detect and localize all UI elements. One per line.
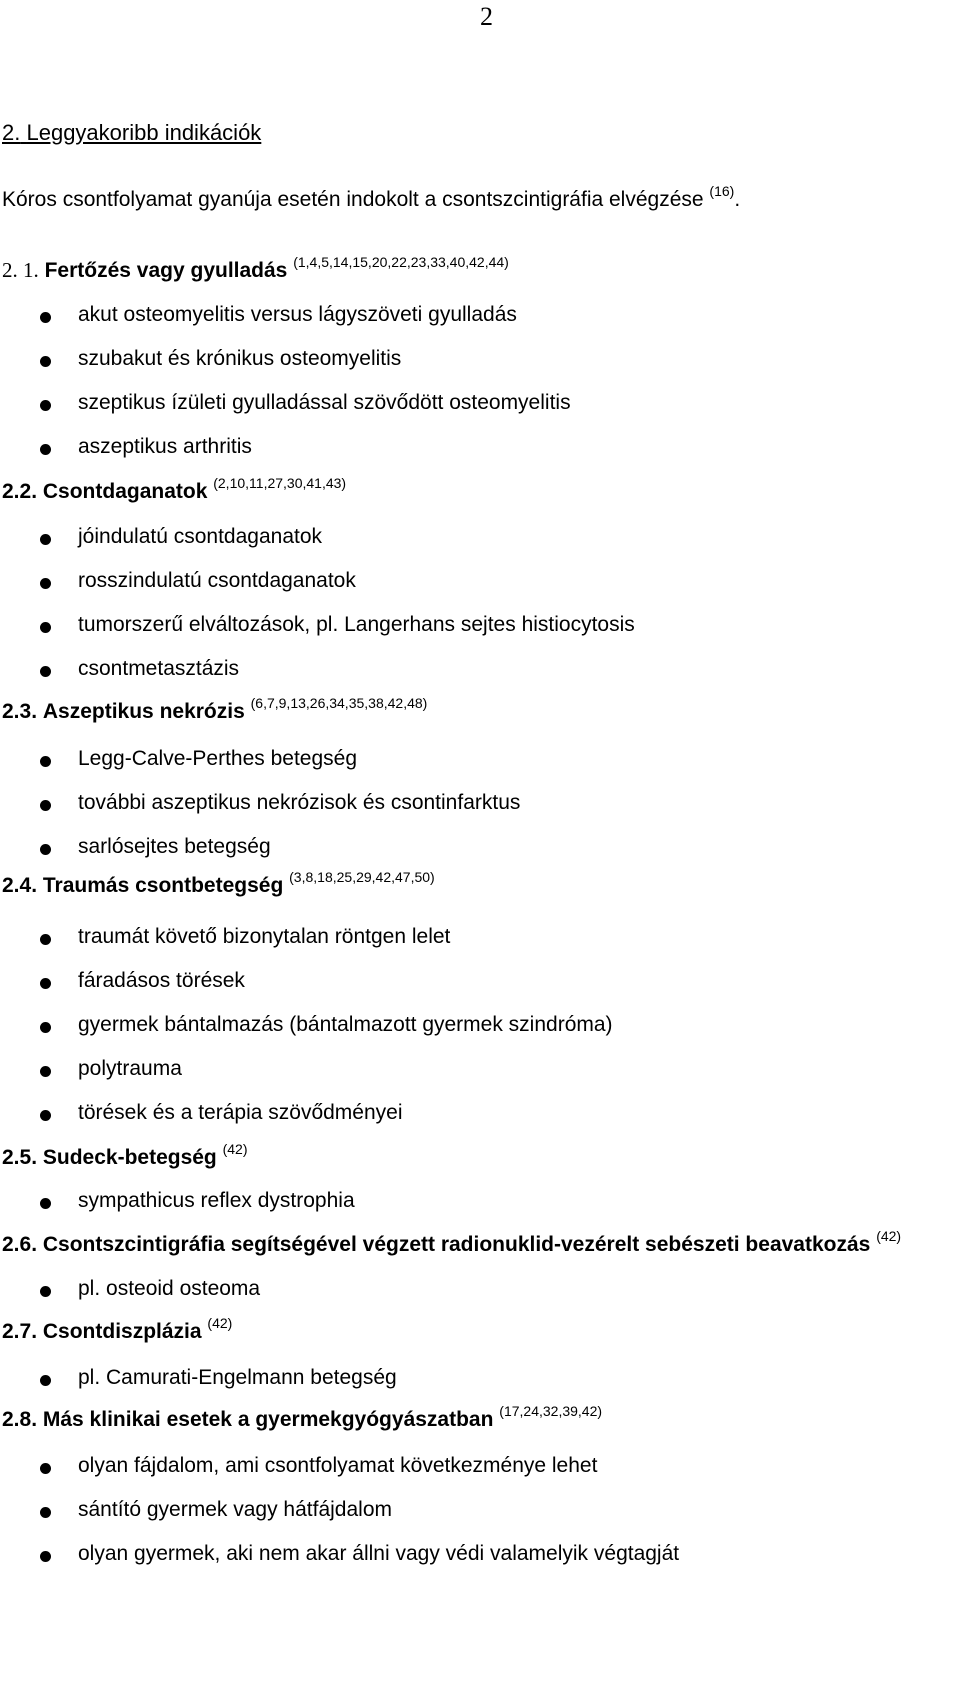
section-number: 2.3. xyxy=(2,700,38,723)
bullet-icon xyxy=(40,356,51,367)
bullet-icon xyxy=(40,1507,51,1518)
list-item: törések és a terápia szövődményei xyxy=(78,1101,403,1124)
section-heading-surgery xyxy=(2,1228,902,1257)
section-ref: (42) xyxy=(222,1141,248,1157)
main-heading-number: 2. xyxy=(2,120,21,145)
section-ref: (42) xyxy=(207,1315,233,1331)
section-heading-trauma xyxy=(2,869,435,898)
list-item: jóindulatú csontdaganatok xyxy=(78,525,323,548)
section-number: 2. 1. xyxy=(2,258,39,282)
list-item: aszeptikus arthritis xyxy=(78,435,252,458)
intro-ref: (16) xyxy=(709,183,735,199)
bullet-icon xyxy=(40,1551,51,1562)
bullet-icon xyxy=(40,978,51,989)
list-item: sarlósejtes betegség xyxy=(78,835,271,858)
section-title: Csontdaganatok xyxy=(42,480,208,503)
list-item: további aszeptikus nekrózisok és csontinfarktus xyxy=(78,791,521,814)
bullet-icon xyxy=(40,578,51,589)
section-number: 2.5. xyxy=(2,1146,38,1169)
bullet-icon xyxy=(40,1198,51,1209)
bullet-icon xyxy=(40,1375,51,1386)
section-heading-sudeck xyxy=(2,1141,248,1170)
section-number: 2.8. xyxy=(2,1408,38,1431)
bullet-icon xyxy=(40,400,51,411)
section-title: Csontdiszplázia xyxy=(42,1320,202,1343)
section-number: 2.7. xyxy=(2,1320,38,1343)
main-heading xyxy=(2,120,261,146)
section-title: Sudeck-betegség xyxy=(42,1146,217,1169)
list-item: rosszindulatú csontdaganatok xyxy=(78,569,356,592)
list-item: pl. osteoid osteoma xyxy=(78,1277,261,1300)
bullet-icon xyxy=(40,1286,51,1297)
list-item: szubakut és krónikus osteomyelitis xyxy=(78,347,402,370)
section-number: 2.6. xyxy=(2,1233,38,1256)
intro-text: Kóros csontfolyamat gyanúja esetén indokolt a csontszcintigráfia elvégzése xyxy=(2,188,704,211)
section-title: Más klinikai esetek a gyermekgyógyászatban xyxy=(42,1408,494,1431)
bullet-icon xyxy=(40,534,51,545)
bullet-icon xyxy=(40,312,51,323)
list-item: sántító gyermek vagy hátfájdalom xyxy=(78,1498,392,1521)
list-item: pl. Camurati-Engelmann betegség xyxy=(78,1366,397,1389)
section-number: 2.2. xyxy=(2,480,38,503)
list-item: szeptikus ízületi gyulladással szövődött osteomyelitis xyxy=(78,391,571,414)
list-item: fáradásos törések xyxy=(78,969,245,992)
bullet-icon xyxy=(40,1066,51,1077)
list-item: olyan gyermek, aki nem akar állni vagy védi valamelyik végtagját xyxy=(78,1542,680,1565)
bullet-icon xyxy=(40,666,51,677)
bullet-icon xyxy=(40,1022,51,1033)
list-item: csontmetasztázis xyxy=(78,657,240,680)
intro-end: . xyxy=(734,188,741,211)
bullet-icon xyxy=(40,1110,51,1121)
section-ref: (6,7,9,13,26,34,35,38,42,48) xyxy=(250,695,428,711)
bullet-icon xyxy=(40,756,51,767)
list-item: traumát követő bizonytalan röntgen lelet xyxy=(78,925,451,948)
section-ref: (2,10,11,27,30,41,43) xyxy=(213,475,347,491)
section-ref: (17,24,32,39,42) xyxy=(499,1403,603,1419)
section-ref: (1,4,5,14,15,20,22,23,33,40,42,44) xyxy=(293,254,509,270)
bullet-icon xyxy=(40,800,51,811)
list-item: sympathicus reflex dystrophia xyxy=(78,1189,355,1212)
page-number: 2 xyxy=(480,2,493,31)
main-heading-title: Leggyakoribb indikációk xyxy=(26,120,262,145)
section-heading-dysplasia xyxy=(2,1315,233,1344)
bullet-icon xyxy=(40,934,51,945)
section-heading-pediatrics xyxy=(2,1403,603,1432)
section-ref: (42) xyxy=(876,1228,902,1244)
section-ref: (3,8,18,25,29,42,47,50) xyxy=(289,869,435,885)
bullet-icon xyxy=(40,622,51,633)
section-heading-infection xyxy=(2,254,509,283)
list-item: olyan fájdalom, ami csontfolyamat következménye lehet xyxy=(78,1454,598,1477)
bullet-icon xyxy=(40,844,51,855)
bullet-icon xyxy=(40,1463,51,1474)
list-item: tumorszerű elváltozások, pl. Langerhans sejtes histiocytosis xyxy=(78,613,635,636)
list-item: Legg-Calve-Perthes betegség xyxy=(78,747,358,770)
intro-paragraph xyxy=(2,183,741,212)
list-item: gyermek bántalmazás (bántalmazott gyermek szindróma) xyxy=(78,1013,613,1036)
section-heading-tumors xyxy=(2,475,347,504)
section-number: 2.4. xyxy=(2,874,38,897)
bullet-icon xyxy=(40,444,51,455)
list-item: akut osteomyelitis versus lágyszöveti gyulladás xyxy=(78,303,517,326)
section-title: Fertőzés vagy gyulladás xyxy=(44,259,288,282)
section-title: Csontszcintigráfia segítségével végzett radionuklid-vezérelt sebészeti beavatkozás xyxy=(42,1233,871,1256)
list-item: polytrauma xyxy=(78,1057,182,1080)
section-title: Aszeptikus nekrózis xyxy=(42,700,245,723)
section-title: Traumás csontbetegség xyxy=(42,874,284,897)
section-heading-necrosis xyxy=(2,695,428,724)
